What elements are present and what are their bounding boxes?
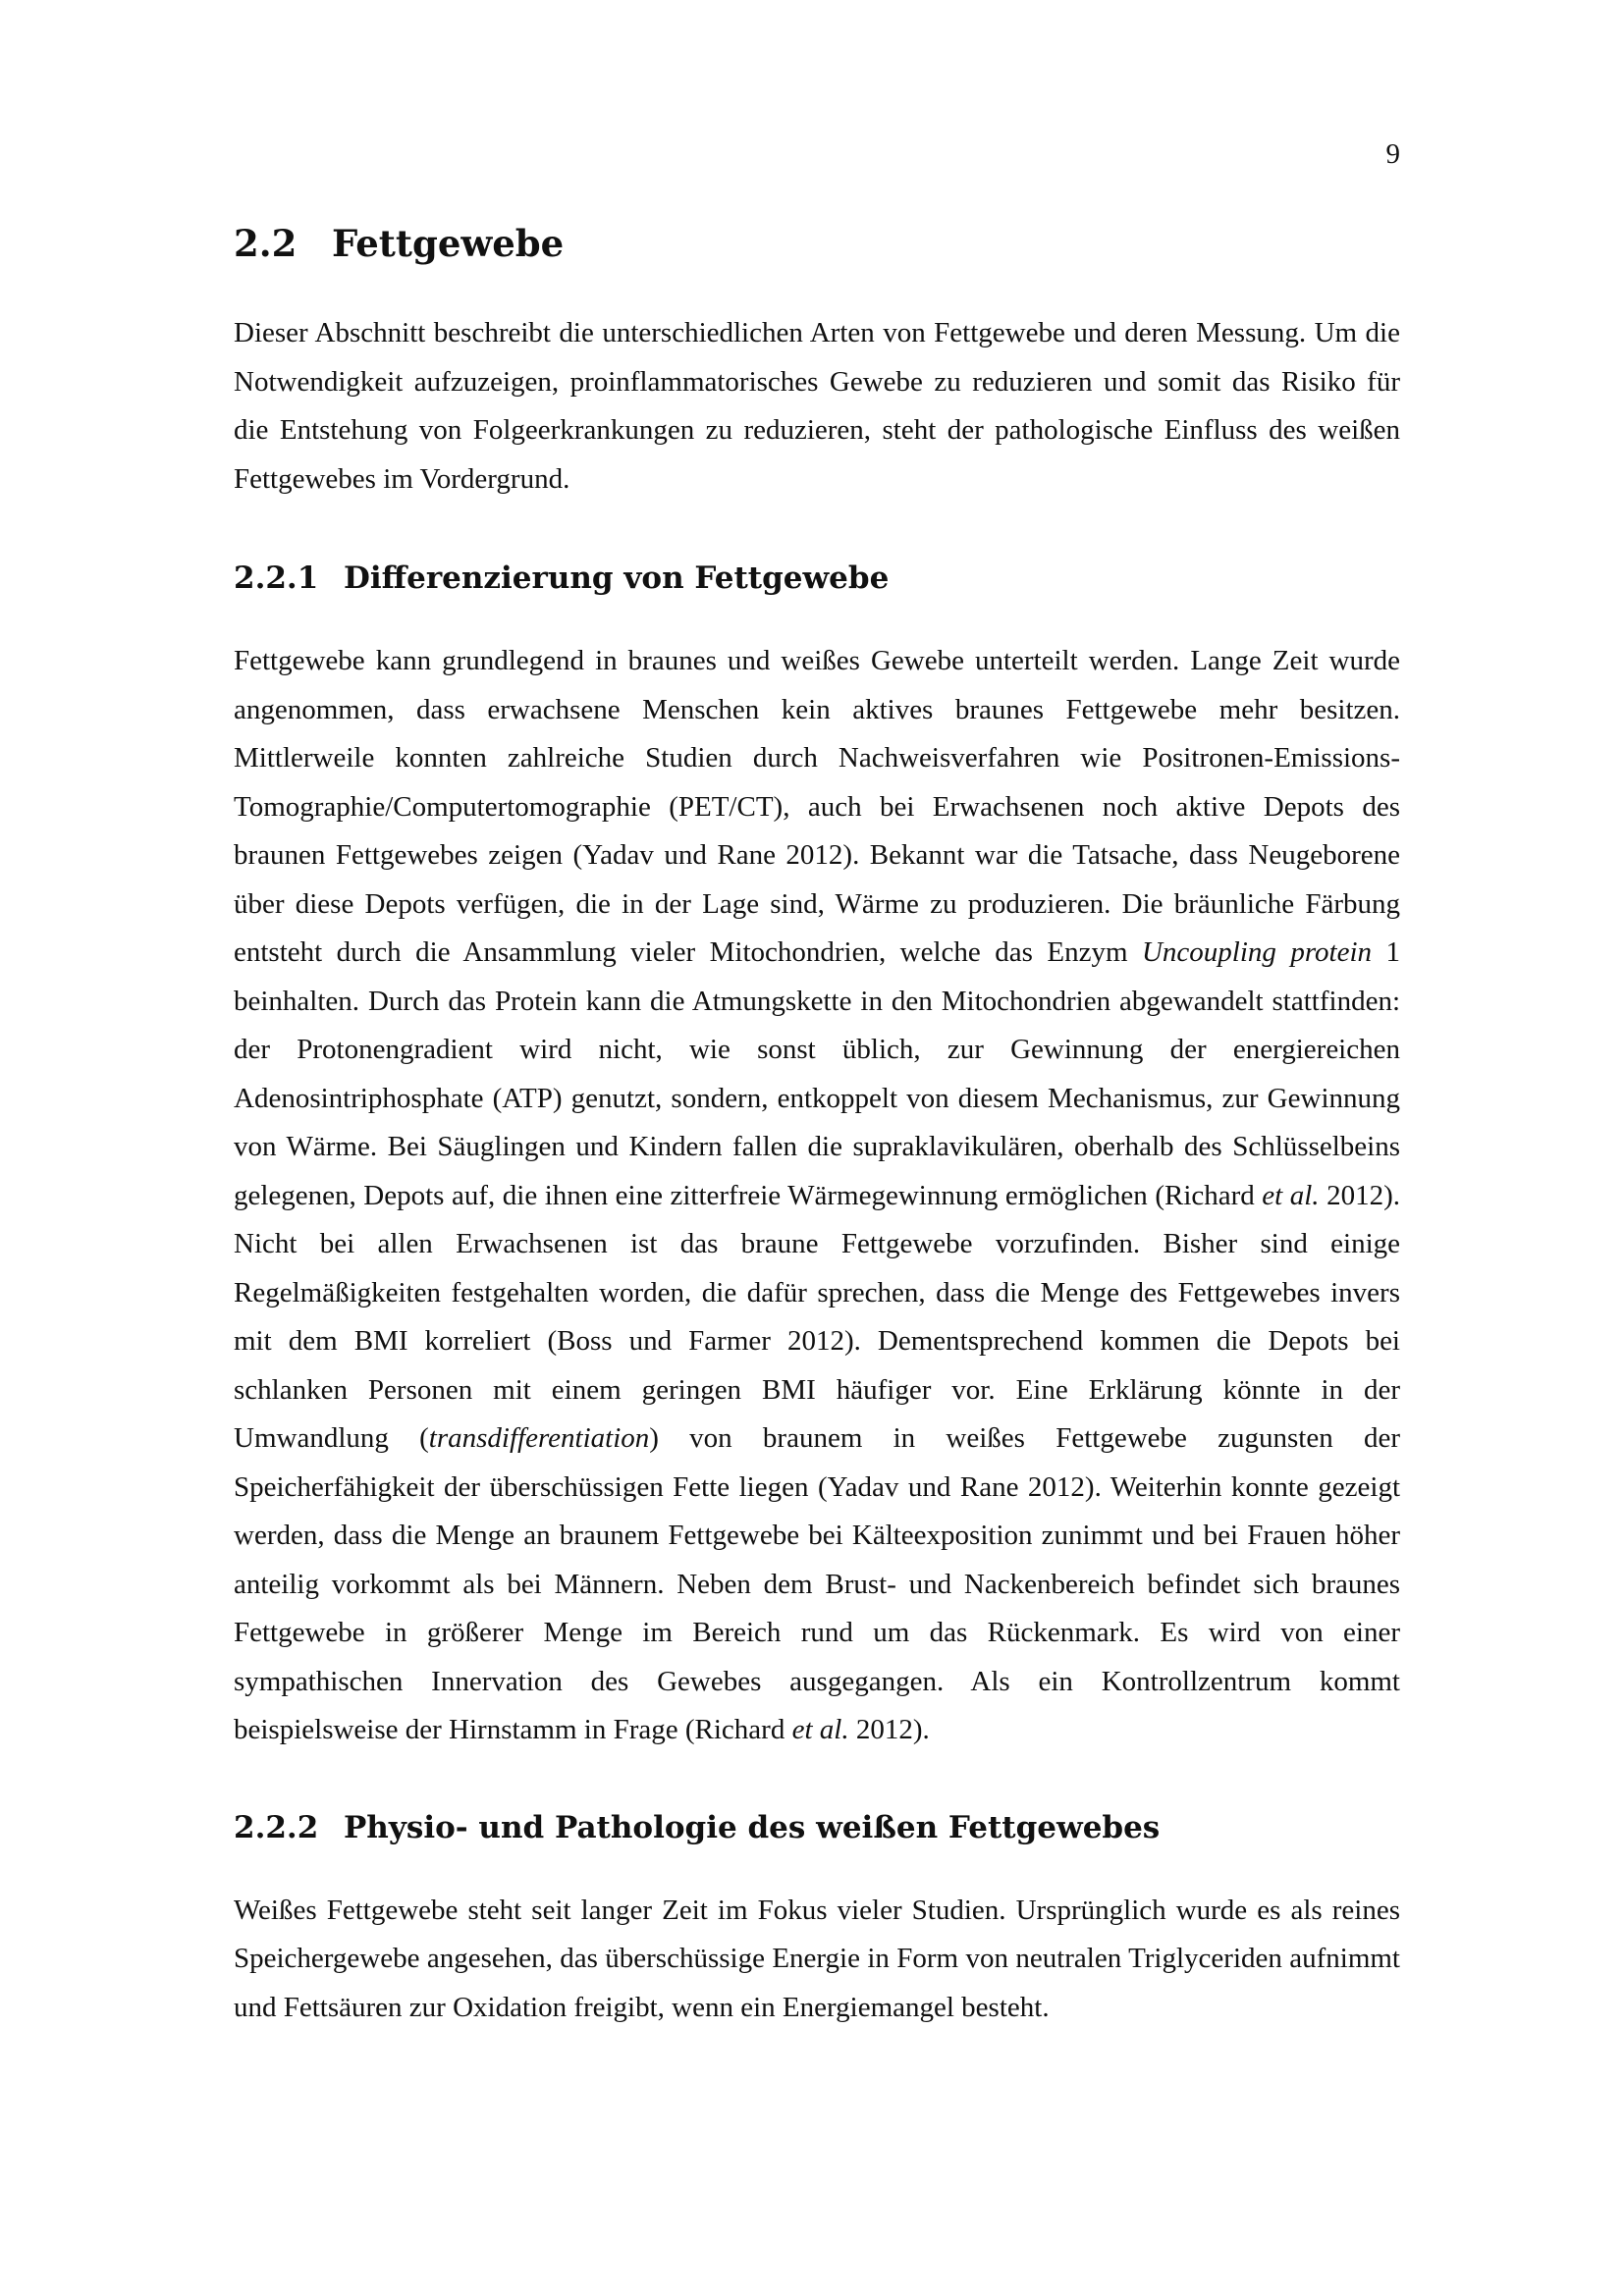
section-intro-paragraph: Dieser Abschnitt beschreibt die unterschiedlichen Arten von Fettgewebe und deren Messung. Um die Notwendigkeit aufzuzeigen, proinflammatorisches Gewebe zu reduzieren und somit das Risiko für die Entstehung von Folgeerkrankungen zu reduzieren, steht der pathologische Einfluss des weißen Fettgewebes im Vordergrund. (234, 317, 1400, 495)
italic-term: et al. (1262, 1179, 1320, 1211)
text-run: Fettgewebe kann grundlegend in braunes und weißes Gewebe unterteilt werden. Lange Zeit wurde angenommen, dass erwachsene Menschen kein aktives braunes Fettgewebe mehr besitzen. Mittlerweile konnten zahlreiche Studien durch Nachweisverfahren wie Positronen-Emissions-Tomographie/Computertomographie (PET/CT), auch bei Erwachsenen noch aktive Depots des braunen Fettgewebes zeigen (Yadav und Rane 2012). Bekannt war die Tatsache, dass Neugeborene über diese Depots verfügen, die in der Lage sind, Wärme zu produzieren. Die bräunliche Färbung entsteht durch die Ansammlung vieler Mitochondrien, welche das Enzym (234, 645, 1400, 968)
italic-term: Uncoupling protein (1141, 936, 1373, 968)
subsection-number-2: 2.2.2 (234, 1809, 319, 1845)
italic-term: et al. (791, 1714, 849, 1745)
page-content (234, 221, 1400, 2032)
text-run: ) von braunem in weißes Fettgewebe zugunsten der Speicherfähigkeit der überschüssigen Fette liegen (Yadav und Rane 2012). Weiterhin konnte gezeigt werden, dass die Menge an braunem Fettgewebe bei Kälteexposition zunimmt und bei Frauen höher anteilig vorkommt als bei Männern. Neben dem Brust- und Nackenbereich befindet sich braunes Fettgewebe in größerer Menge im Bereich rund um das Rückenmark. Es wird von einer sympathischen Innervation des Gewebes ausgegangen. Als ein Kontrollzentrum kommt beispielsweise der Hirnstamm in Frage (Richard (234, 1422, 1400, 1745)
subsection-title-2: Physio- und Pathologie des weißen Fettgewebes (344, 1809, 1161, 1845)
section-title: Fettgewebe (332, 222, 565, 265)
text-run: 2012). (848, 1714, 930, 1745)
subsection-title-1: Differenzierung von Fettgewebe (344, 561, 890, 596)
subsection-heading-1 (234, 559, 1400, 598)
subsection-2-paragraph: Weißes Fettgewebe steht seit langer Zeit im Fokus vieler Studien. Ursprünglich wurde es als reines Speichergewebe angesehen, das überschüssige Energie in Form von neutralen Triglyceriden aufnimmt und Fettsäuren zur Oxidation freigibt, wenn ein Energiemangel besteht. (234, 1894, 1400, 2023)
subsection-number-1: 2.2.1 (234, 561, 319, 596)
text-run: 2012). Nicht bei allen Erwachsenen ist das braune Fettgewebe vorzufinden. Bisher sind einige Regelmäßigkeiten festgehalten worden, die dafür sprechen, dass die Menge des Fettgewebes invers mit dem BMI korreliert (Boss und Farmer 2012). Dementsprechend kommen die Depots bei schlanken Personen mit einem geringen BMI häufiger vor. Eine Erklärung könnte in der Umwandlung ( (234, 1179, 1400, 1454)
subsection-1-paragraph (234, 637, 1400, 1755)
subsection-heading-2 (234, 1808, 1400, 1847)
italic-term: transdifferentiation (428, 1422, 650, 1454)
text-run: 1 beinhalten. Durch das Protein kann die Atmungskette in den Mitochondrien abgewandelt stattfinden: der Protonengradient wird nicht, wie sonst üblich, zur Gewinnung der energiereichen Adenosintriphosphate (ATP) genutzt, sondern, entkoppelt von diesem Mechanismus, zur Gewinnung von Wärme. Bei Säuglingen und Kindern fallen die supraklavikulären, oberhalb des Schlüsselbeins gelegenen, Depots auf, die ihnen eine zitterfreie Wärmegewinnung ermöglichen (Richard (234, 936, 1401, 1211)
page-number: 9 (1385, 138, 1400, 170)
section-heading (234, 221, 1400, 266)
section-number: 2.2 (234, 222, 298, 265)
